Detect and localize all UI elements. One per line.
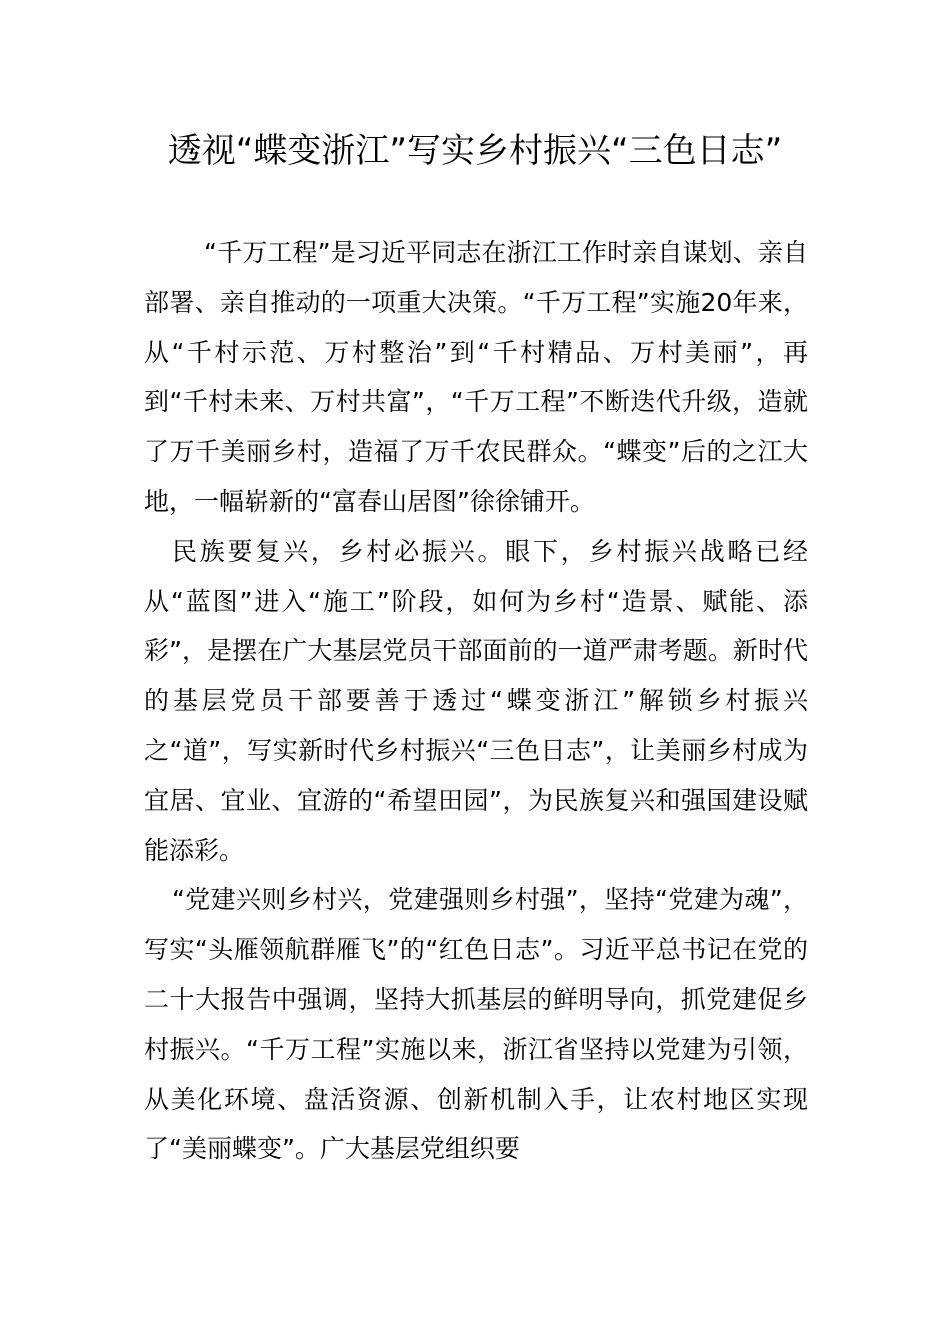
paragraph-1: “千万工程”是习近平同志在浙江工作时亲自谋划、亲自部署、亲自推动的一项重大决策。“千万工程”实施20年来，从“千村示范、万村整治”到“千村精品、万村美丽”，再到“千村未来、万村共富”，“千万工程”不断迭代升级，造就了万千美丽乡村，造福了万千农民群众。“蝶变”后的之江大地，一幅崭新的“富春山居图”徐徐铺开。 <box>144 238 808 516</box>
document-title: 透视“蝶变浙江”写实乡村振兴“三色日志” <box>167 131 783 171</box>
document-body <box>144 228 808 1174</box>
paragraph-3: “党建兴则乡村兴，党建强则乡村强”，坚持“党建为魂”，写实“头雁领航群雁飞”的“红色日志”。习近平总书记在党的二十大报告中强调，坚持大抓基层的鲜明导向，抓党建促乡村振兴。“千万工程”实施以来，浙江省坚持以党建为引领，从美化环境、盘活资源、创新机制入手，让农村地区实现了“美丽蝶变”。广大基层党组织要 <box>144 885 808 1164</box>
paragraph-2: 民族要复兴，乡村必振兴。眼下，乡村振兴战略已经从“蓝图”进入“施工”阶段，如何为乡村“造景、赋能、添彩”，是摆在广大基层党员干部面前的一道严肃考题。新时代的基层党员干部要善于透过“蝶变浙江”解锁乡村振兴之“道”，写实新时代乡村振兴“三色日志”，让美丽乡村成为宜居、宜业、宜游的“希望田园”，为民族复兴和强国建设赋能添彩。 <box>144 536 808 865</box>
